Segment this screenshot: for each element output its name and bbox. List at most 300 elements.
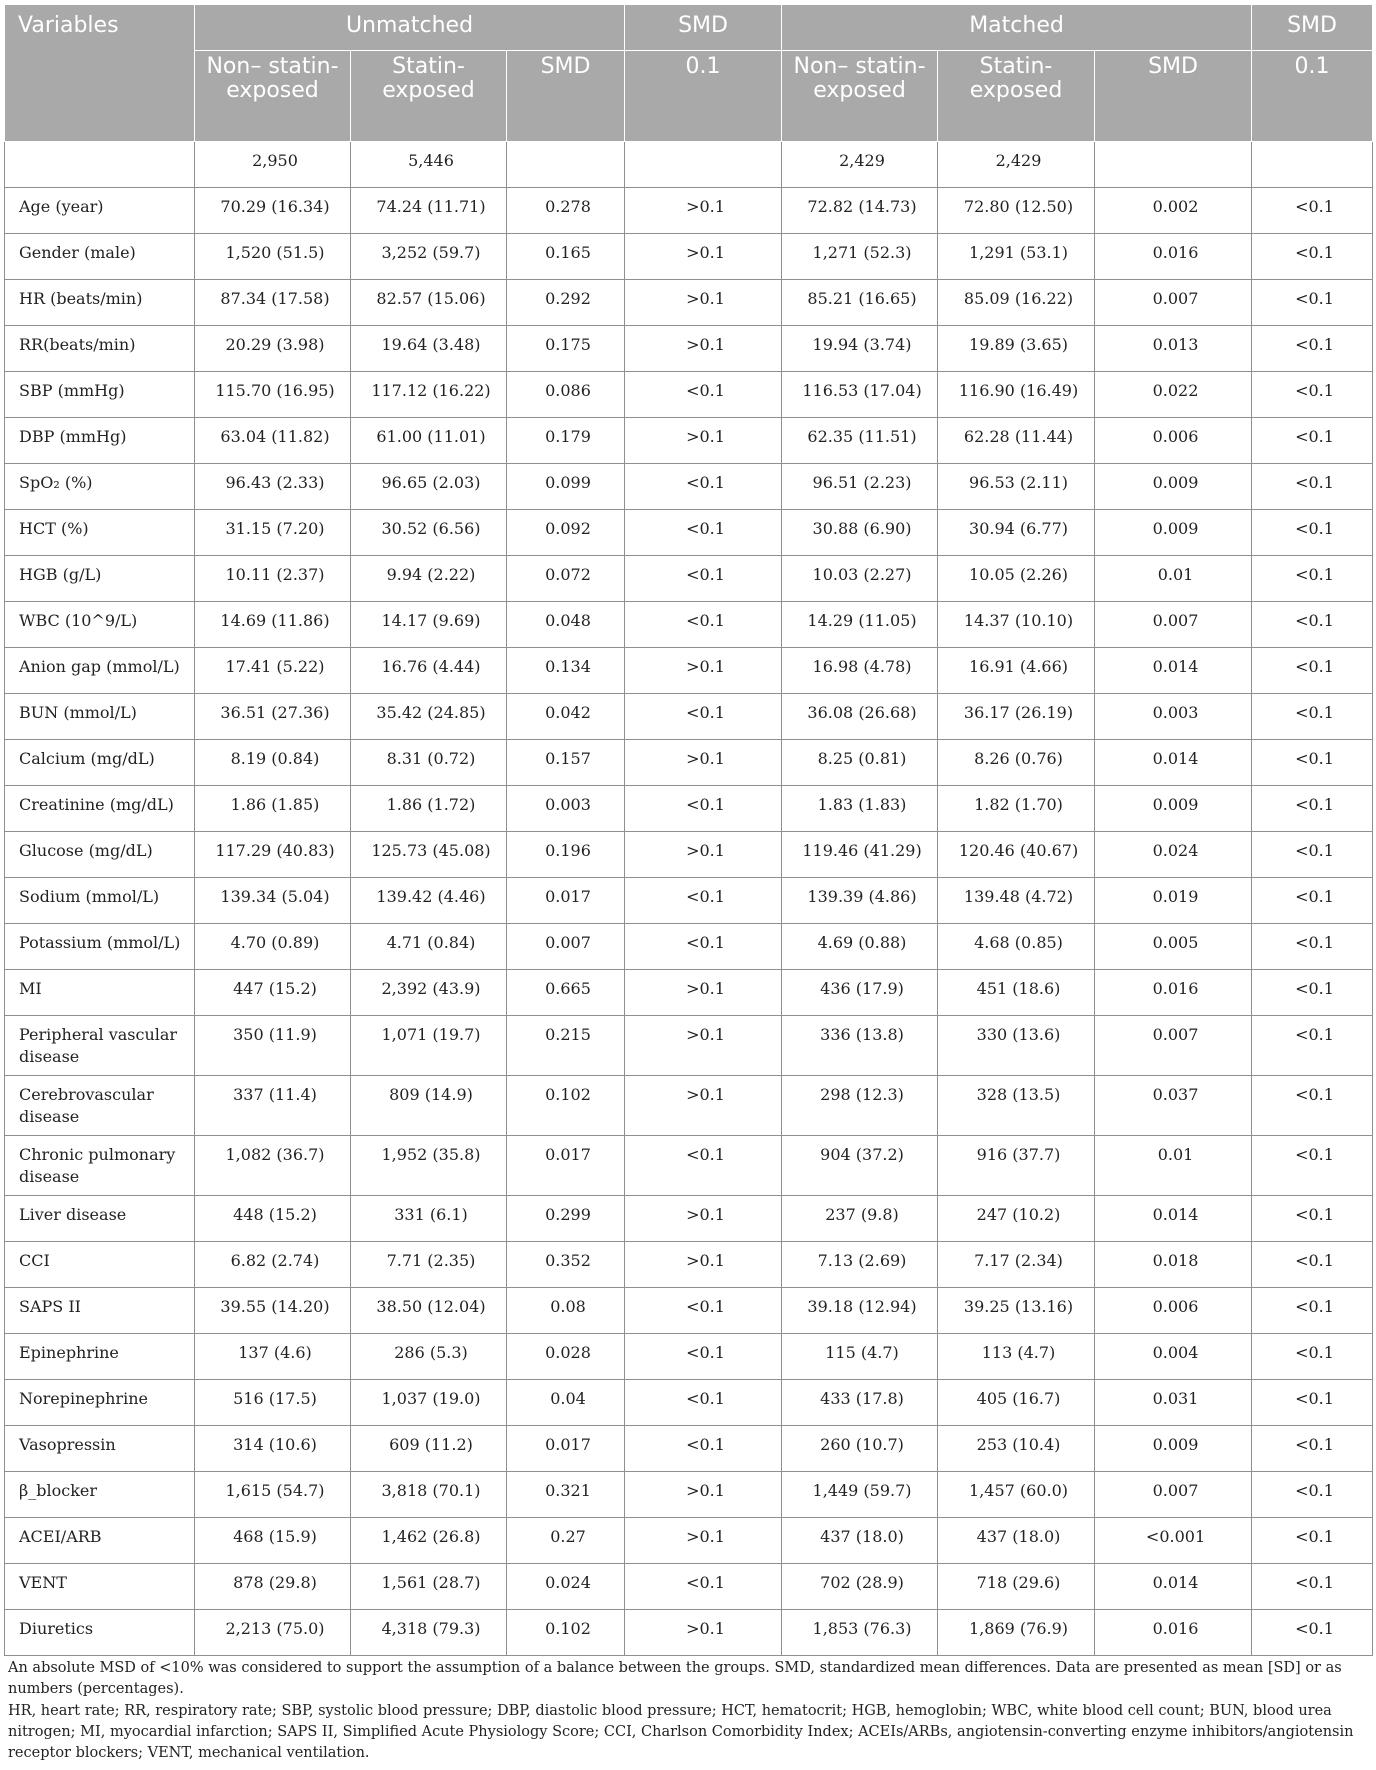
unmatched-statin-value: 139.42 (4.46)	[351, 878, 507, 924]
matched-threshold-value: <0.1	[1252, 1380, 1373, 1426]
unmatched-smd-value: 0.175	[507, 326, 625, 372]
matched-non-statin-value: 436 (17.9)	[782, 970, 938, 1016]
unmatched-statin-value: 35.42 (24.85)	[351, 694, 507, 740]
unmatched-threshold-value: <0.1	[625, 1334, 782, 1380]
matched-threshold-value: <0.1	[1252, 786, 1373, 832]
matched-smd-value: 0.016	[1095, 234, 1252, 280]
unmatched-smd-value: 0.102	[507, 1610, 625, 1656]
matched-smd-group-header: SMD	[1252, 5, 1373, 51]
unmatched-smd-value: 0.292	[507, 280, 625, 326]
matched-threshold-value: <0.1	[1252, 602, 1373, 648]
matched-non-statin-value: 85.21 (16.65)	[782, 280, 938, 326]
unmatched-threshold-value: <0.1	[625, 602, 782, 648]
matched-header: Matched	[782, 5, 1252, 51]
unmatched-statin-value: 4,318 (79.3)	[351, 1610, 507, 1656]
matched-smd-value: 0.01	[1095, 556, 1252, 602]
matched-non-statin-value: 14.29 (11.05)	[782, 602, 938, 648]
unmatched-non-statin-value: 2,213 (75.0)	[195, 1610, 351, 1656]
matched-threshold-value: <0.1	[1252, 1518, 1373, 1564]
unmatched-non-statin-value: 96.43 (2.33)	[195, 464, 351, 510]
unmatched-non-statin-value: 31.15 (7.20)	[195, 510, 351, 556]
variable-name: DBP (mmHg)	[5, 418, 195, 464]
unmatched-smd-value: 0.017	[507, 878, 625, 924]
matched-threshold-value: <0.1	[1252, 1426, 1373, 1472]
unmatched-non-statin-value: 337 (11.4)	[195, 1076, 351, 1136]
matched-smd-value: 0.007	[1095, 1472, 1252, 1518]
matched-statin-value: 1,291 (53.1)	[938, 234, 1095, 280]
unmatched-threshold-header: 0.1	[625, 51, 782, 142]
footnote-balance: An absolute MSD of <10% was considered to support the assumption of a balance between the groups. SMD, standardized mean differences. Data are presented as mean [SD] or as numbers (percentages).	[8, 1660, 1342, 1697]
unmatched-statin-value: 1.86 (1.72)	[351, 786, 507, 832]
matched-smd-value: 0.031	[1095, 1380, 1252, 1426]
matched-threshold-value: <0.1	[1252, 1288, 1373, 1334]
matched-smd-value: 0.018	[1095, 1242, 1252, 1288]
unmatched-statin-value: 82.57 (15.06)	[351, 280, 507, 326]
matched-threshold-value: <0.1	[1252, 280, 1373, 326]
unmatched-smd-value: 0.042	[507, 694, 625, 740]
matched-threshold-value: <0.1	[1252, 556, 1373, 602]
table-footnotes	[4, 1656, 1372, 1764]
count-unmatched-threshold	[625, 142, 782, 188]
unmatched-non-statin-value: 468 (15.9)	[195, 1518, 351, 1564]
unmatched-non-statin-value: 139.34 (5.04)	[195, 878, 351, 924]
matched-non-statin-value: 72.82 (14.73)	[782, 188, 938, 234]
unmatched-statin-value: 286 (5.3)	[351, 1334, 507, 1380]
matched-non-statin-value: 1.83 (1.83)	[782, 786, 938, 832]
matched-statin-value: 120.46 (40.67)	[938, 832, 1095, 878]
unmatched-threshold-value: >0.1	[625, 740, 782, 786]
unmatched-threshold-value: <0.1	[625, 1380, 782, 1426]
unmatched-statin-value: 4.71 (0.84)	[351, 924, 507, 970]
matched-statin-value: 10.05 (2.26)	[938, 556, 1095, 602]
unmatched-statin-value: 609 (11.2)	[351, 1426, 507, 1472]
unmatched-statin-value: 3,252 (59.7)	[351, 234, 507, 280]
matched-threshold-value: <0.1	[1252, 878, 1373, 924]
matched-non-statin-value: 119.46 (41.29)	[782, 832, 938, 878]
unmatched-non-statin-value: 10.11 (2.37)	[195, 556, 351, 602]
matched-statin-value: 16.91 (4.66)	[938, 648, 1095, 694]
unmatched-threshold-value: <0.1	[625, 556, 782, 602]
variable-name: WBC (10^9/L)	[5, 602, 195, 648]
count-row	[5, 142, 1373, 188]
variable-name: Glucose (mg/dL)	[5, 832, 195, 878]
table-row	[5, 1610, 1373, 1656]
matched-non-statin-value: 260 (10.7)	[782, 1426, 938, 1472]
unmatched-smd-value: 0.028	[507, 1334, 625, 1380]
matched-smd-value: 0.024	[1095, 832, 1252, 878]
variable-name: ACEI/ARB	[5, 1518, 195, 1564]
matched-threshold-value: <0.1	[1252, 1472, 1373, 1518]
unmatched-statin-value: 1,462 (26.8)	[351, 1518, 507, 1564]
matched-statin-value: 330 (13.6)	[938, 1016, 1095, 1076]
matched-non-statin-value: 36.08 (26.68)	[782, 694, 938, 740]
matched-smd-value: 0.004	[1095, 1334, 1252, 1380]
unmatched-smd-value: 0.024	[507, 1564, 625, 1610]
unmatched-threshold-value: >0.1	[625, 1610, 782, 1656]
matched-statin-value: 328 (13.5)	[938, 1076, 1095, 1136]
unmatched-statin-value: 2,392 (43.9)	[351, 970, 507, 1016]
unmatched-non-statin-header: Non– statin- exposed	[195, 51, 351, 142]
table-row	[5, 924, 1373, 970]
table-row	[5, 878, 1373, 924]
unmatched-threshold-value: >0.1	[625, 1242, 782, 1288]
matched-statin-value: 8.26 (0.76)	[938, 740, 1095, 786]
table-row	[5, 970, 1373, 1016]
matched-smd-value: 0.009	[1095, 510, 1252, 556]
matched-statin-value: 113 (4.7)	[938, 1334, 1095, 1380]
count-unmatched-statin: 5,446	[351, 142, 507, 188]
unmatched-non-statin-value: 39.55 (14.20)	[195, 1288, 351, 1334]
variable-name: Anion gap (mmol/L)	[5, 648, 195, 694]
table-row	[5, 1242, 1373, 1288]
matched-non-statin-value: 39.18 (12.94)	[782, 1288, 938, 1334]
table-row	[5, 648, 1373, 694]
matched-smd-value: 0.016	[1095, 970, 1252, 1016]
variable-name: Liver disease	[5, 1196, 195, 1242]
unmatched-threshold-value: >0.1	[625, 1472, 782, 1518]
matched-smd-value: 0.022	[1095, 372, 1252, 418]
matched-non-statin-value: 336 (13.8)	[782, 1016, 938, 1076]
unmatched-smd-value: 0.215	[507, 1016, 625, 1076]
variable-name: β_blocker	[5, 1472, 195, 1518]
unmatched-smd-value: 0.196	[507, 832, 625, 878]
table-body	[5, 142, 1373, 1656]
matched-statin-value: 1,457 (60.0)	[938, 1472, 1095, 1518]
unmatched-non-statin-value: 14.69 (11.86)	[195, 602, 351, 648]
table-row	[5, 326, 1373, 372]
unmatched-smd-value: 0.04	[507, 1380, 625, 1426]
matched-threshold-value: <0.1	[1252, 418, 1373, 464]
unmatched-threshold-value: <0.1	[625, 924, 782, 970]
matched-non-statin-value: 702 (28.9)	[782, 1564, 938, 1610]
unmatched-threshold-value: <0.1	[625, 1136, 782, 1196]
matched-threshold-value: <0.1	[1252, 1610, 1373, 1656]
table-row	[5, 1518, 1373, 1564]
variable-name: Calcium (mg/dL)	[5, 740, 195, 786]
matched-threshold-value: <0.1	[1252, 1242, 1373, 1288]
matched-non-statin-value: 10.03 (2.27)	[782, 556, 938, 602]
variable-name: SpO₂ (%)	[5, 464, 195, 510]
matched-smd-value: 0.005	[1095, 924, 1252, 970]
unmatched-non-statin-value: 63.04 (11.82)	[195, 418, 351, 464]
variable-name: Norepinephrine	[5, 1380, 195, 1426]
unmatched-threshold-value: >0.1	[625, 280, 782, 326]
matched-non-statin-value: 1,449 (59.7)	[782, 1472, 938, 1518]
matched-non-statin-value: 1,271 (52.3)	[782, 234, 938, 280]
unmatched-non-statin-value: 516 (17.5)	[195, 1380, 351, 1426]
unmatched-non-statin-value: 87.34 (17.58)	[195, 280, 351, 326]
unmatched-smd-value: 0.665	[507, 970, 625, 1016]
unmatched-threshold-value: >0.1	[625, 648, 782, 694]
variables-header: Variables	[5, 5, 195, 142]
unmatched-smd-value: 0.099	[507, 464, 625, 510]
matched-statin-value: 1,869 (76.9)	[938, 1610, 1095, 1656]
header-row-1	[5, 5, 1373, 51]
matched-non-statin-header: Non– statin- exposed	[782, 51, 938, 142]
matched-statin-value: 437 (18.0)	[938, 1518, 1095, 1564]
variable-name: HGB (g/L)	[5, 556, 195, 602]
count-matched-statin: 2,429	[938, 142, 1095, 188]
unmatched-smd-value: 0.017	[507, 1136, 625, 1196]
matched-statin-value: 4.68 (0.85)	[938, 924, 1095, 970]
unmatched-smd-value: 0.007	[507, 924, 625, 970]
matched-statin-value: 39.25 (13.16)	[938, 1288, 1095, 1334]
matched-smd-value: 0.014	[1095, 1564, 1252, 1610]
baseline-characteristics-table	[4, 4, 1373, 1656]
unmatched-statin-value: 1,561 (28.7)	[351, 1564, 507, 1610]
matched-non-statin-value: 237 (9.8)	[782, 1196, 938, 1242]
variable-name: Peripheral vascular disease	[5, 1016, 195, 1076]
unmatched-non-statin-value: 17.41 (5.22)	[195, 648, 351, 694]
matched-smd-value: 0.019	[1095, 878, 1252, 924]
unmatched-statin-value: 14.17 (9.69)	[351, 602, 507, 648]
unmatched-threshold-value: >0.1	[625, 1518, 782, 1564]
matched-non-statin-value: 1,853 (76.3)	[782, 1610, 938, 1656]
count-matched-threshold	[1252, 142, 1373, 188]
unmatched-smd-value: 0.321	[507, 1472, 625, 1518]
unmatched-statin-value: 19.64 (3.48)	[351, 326, 507, 372]
matched-statin-value: 116.90 (16.49)	[938, 372, 1095, 418]
unmatched-threshold-value: >0.1	[625, 832, 782, 878]
unmatched-threshold-value: <0.1	[625, 1426, 782, 1472]
matched-non-statin-value: 7.13 (2.69)	[782, 1242, 938, 1288]
variable-name: SAPS II	[5, 1288, 195, 1334]
matched-non-statin-value: 298 (12.3)	[782, 1076, 938, 1136]
unmatched-statin-value: 38.50 (12.04)	[351, 1288, 507, 1334]
unmatched-threshold-value: >0.1	[625, 326, 782, 372]
unmatched-threshold-value: <0.1	[625, 786, 782, 832]
matched-smd-value: 0.009	[1095, 464, 1252, 510]
variable-name: Potassium (mmol/L)	[5, 924, 195, 970]
matched-threshold-value: <0.1	[1252, 970, 1373, 1016]
matched-smd-value: 0.009	[1095, 1426, 1252, 1472]
unmatched-non-statin-value: 117.29 (40.83)	[195, 832, 351, 878]
matched-non-statin-value: 4.69 (0.88)	[782, 924, 938, 970]
matched-smd-value: 0.009	[1095, 786, 1252, 832]
matched-smd-value: 0.006	[1095, 418, 1252, 464]
unmatched-statin-value: 9.94 (2.22)	[351, 556, 507, 602]
unmatched-non-statin-value: 137 (4.6)	[195, 1334, 351, 1380]
unmatched-smd-value: 0.048	[507, 602, 625, 648]
matched-statin-value: 30.94 (6.77)	[938, 510, 1095, 556]
table-row	[5, 510, 1373, 556]
unmatched-statin-value: 3,818 (70.1)	[351, 1472, 507, 1518]
matched-threshold-value: <0.1	[1252, 234, 1373, 280]
matched-smd-value: 0.037	[1095, 1076, 1252, 1136]
unmatched-non-statin-value: 1,082 (36.7)	[195, 1136, 351, 1196]
matched-smd-value: <0.001	[1095, 1518, 1252, 1564]
matched-statin-value: 718 (29.6)	[938, 1564, 1095, 1610]
variable-name: RR(beats/min)	[5, 326, 195, 372]
matched-smd-value: 0.014	[1095, 740, 1252, 786]
matched-statin-value: 405 (16.7)	[938, 1380, 1095, 1426]
table-row	[5, 1564, 1373, 1610]
variable-name: Sodium (mmol/L)	[5, 878, 195, 924]
unmatched-threshold-value: <0.1	[625, 878, 782, 924]
unmatched-statin-value: 1,037 (19.0)	[351, 1380, 507, 1426]
matched-statin-value: 253 (10.4)	[938, 1426, 1095, 1472]
unmatched-smd-value: 0.278	[507, 188, 625, 234]
unmatched-smd-value: 0.092	[507, 510, 625, 556]
matched-statin-value: 247 (10.2)	[938, 1196, 1095, 1242]
variable-name: Vasopressin	[5, 1426, 195, 1472]
unmatched-threshold-value: >0.1	[625, 418, 782, 464]
unmatched-non-statin-value: 20.29 (3.98)	[195, 326, 351, 372]
matched-statin-value: 72.80 (12.50)	[938, 188, 1095, 234]
matched-threshold-value: <0.1	[1252, 464, 1373, 510]
table-row	[5, 1472, 1373, 1518]
matched-statin-value: 19.89 (3.65)	[938, 326, 1095, 372]
table-row	[5, 740, 1373, 786]
matched-threshold-value: <0.1	[1252, 1076, 1373, 1136]
unmatched-smd-value: 0.299	[507, 1196, 625, 1242]
unmatched-non-statin-value: 70.29 (16.34)	[195, 188, 351, 234]
table-row	[5, 556, 1373, 602]
count-matched-non-statin: 2,429	[782, 142, 938, 188]
table-row	[5, 832, 1373, 878]
variable-name: CCI	[5, 1242, 195, 1288]
table-row	[5, 1016, 1373, 1076]
matched-threshold-header: 0.1	[1252, 51, 1373, 142]
unmatched-smd-value: 0.086	[507, 372, 625, 418]
table-row	[5, 1288, 1373, 1334]
unmatched-statin-value: 331 (6.1)	[351, 1196, 507, 1242]
unmatched-header: Unmatched	[195, 5, 625, 51]
table-row	[5, 188, 1373, 234]
count-unmatched-non-statin: 2,950	[195, 142, 351, 188]
matched-threshold-value: <0.1	[1252, 740, 1373, 786]
unmatched-smd-value: 0.157	[507, 740, 625, 786]
variable-name: Diuretics	[5, 1610, 195, 1656]
matched-threshold-value: <0.1	[1252, 1564, 1373, 1610]
unmatched-smd-value: 0.179	[507, 418, 625, 464]
matched-non-statin-value: 96.51 (2.23)	[782, 464, 938, 510]
unmatched-threshold-value: <0.1	[625, 694, 782, 740]
matched-threshold-value: <0.1	[1252, 832, 1373, 878]
variable-name: HR (beats/min)	[5, 280, 195, 326]
matched-statin-value: 96.53 (2.11)	[938, 464, 1095, 510]
matched-threshold-value: <0.1	[1252, 326, 1373, 372]
matched-threshold-value: <0.1	[1252, 188, 1373, 234]
variable-name: BUN (mmol/L)	[5, 694, 195, 740]
matched-threshold-value: <0.1	[1252, 1196, 1373, 1242]
unmatched-non-statin-value: 447 (15.2)	[195, 970, 351, 1016]
matched-smd-value: 0.014	[1095, 648, 1252, 694]
matched-smd-value: 0.013	[1095, 326, 1252, 372]
matched-statin-value: 7.17 (2.34)	[938, 1242, 1095, 1288]
unmatched-statin-value: 1,952 (35.8)	[351, 1136, 507, 1196]
table-row	[5, 602, 1373, 648]
matched-statin-value: 36.17 (26.19)	[938, 694, 1095, 740]
unmatched-smd-value: 0.27	[507, 1518, 625, 1564]
matched-non-statin-value: 437 (18.0)	[782, 1518, 938, 1564]
table-row	[5, 1426, 1373, 1472]
unmatched-statin-value: 8.31 (0.72)	[351, 740, 507, 786]
unmatched-non-statin-value: 1,615 (54.7)	[195, 1472, 351, 1518]
footnote-abbreviations: HR, heart rate; RR, respiratory rate; SBP, systolic blood pressure; DBP, diastolic blood pressure; HCT, hematocrit; HGB, hemoglobin; WBC, white blood cell count; BUN, blood urea nitrogen; MI, myocardial infarction; SAPS II, Simplified Acute Physiology Score; CCI, Charlson Comorbidity Index; ACEIs/ARBs, angiotensin-converting enzyme inhibitors/angiotensin receptor blockers; VENT, mechanical ventilation.	[8, 1703, 1354, 1761]
matched-threshold-value: <0.1	[1252, 924, 1373, 970]
matched-smd-value: 0.014	[1095, 1196, 1252, 1242]
matched-smd-header: SMD	[1095, 51, 1252, 142]
matched-non-statin-value: 116.53 (17.04)	[782, 372, 938, 418]
matched-non-statin-value: 16.98 (4.78)	[782, 648, 938, 694]
unmatched-threshold-value: <0.1	[625, 1564, 782, 1610]
matched-statin-value: 14.37 (10.10)	[938, 602, 1095, 648]
matched-smd-value: 0.002	[1095, 188, 1252, 234]
matched-threshold-value: <0.1	[1252, 1016, 1373, 1076]
unmatched-smd-group-header: SMD	[625, 5, 782, 51]
count-matched-smd	[1095, 142, 1252, 188]
matched-smd-value: 0.007	[1095, 1016, 1252, 1076]
unmatched-smd-value: 0.102	[507, 1076, 625, 1136]
unmatched-smd-value: 0.072	[507, 556, 625, 602]
matched-statin-header: Statin- exposed	[938, 51, 1095, 142]
unmatched-non-statin-value: 4.70 (0.89)	[195, 924, 351, 970]
unmatched-non-statin-value: 8.19 (0.84)	[195, 740, 351, 786]
matched-statin-value: 451 (18.6)	[938, 970, 1095, 1016]
unmatched-statin-value: 74.24 (11.71)	[351, 188, 507, 234]
matched-threshold-value: <0.1	[1252, 1334, 1373, 1380]
matched-statin-value: 916 (37.7)	[938, 1136, 1095, 1196]
variable-name: VENT	[5, 1564, 195, 1610]
unmatched-threshold-value: <0.1	[625, 1288, 782, 1334]
matched-smd-value: 0.006	[1095, 1288, 1252, 1334]
table-row	[5, 694, 1373, 740]
table-row	[5, 418, 1373, 464]
unmatched-statin-header: Statin- exposed	[351, 51, 507, 142]
matched-threshold-value: <0.1	[1252, 694, 1373, 740]
variable-name: Gender (male)	[5, 234, 195, 280]
matched-non-statin-value: 62.35 (11.51)	[782, 418, 938, 464]
unmatched-smd-value: 0.165	[507, 234, 625, 280]
table-row	[5, 786, 1373, 832]
matched-smd-value: 0.01	[1095, 1136, 1252, 1196]
matched-statin-value: 85.09 (16.22)	[938, 280, 1095, 326]
table-row	[5, 1334, 1373, 1380]
unmatched-threshold-value: <0.1	[625, 372, 782, 418]
unmatched-non-statin-value: 115.70 (16.95)	[195, 372, 351, 418]
matched-non-statin-value: 19.94 (3.74)	[782, 326, 938, 372]
variable-name: Age (year)	[5, 188, 195, 234]
variable-name: HCT (%)	[5, 510, 195, 556]
unmatched-threshold-value: >0.1	[625, 1196, 782, 1242]
matched-threshold-value: <0.1	[1252, 372, 1373, 418]
matched-smd-value: 0.016	[1095, 1610, 1252, 1656]
unmatched-non-statin-value: 1.86 (1.85)	[195, 786, 351, 832]
unmatched-statin-value: 16.76 (4.44)	[351, 648, 507, 694]
table-container	[4, 4, 1372, 1765]
unmatched-threshold-value: >0.1	[625, 970, 782, 1016]
table-row	[5, 1196, 1373, 1242]
unmatched-threshold-value: >0.1	[625, 234, 782, 280]
matched-statin-value: 139.48 (4.72)	[938, 878, 1095, 924]
unmatched-threshold-value: >0.1	[625, 1016, 782, 1076]
unmatched-statin-value: 125.73 (45.08)	[351, 832, 507, 878]
matched-threshold-value: <0.1	[1252, 648, 1373, 694]
unmatched-threshold-value: >0.1	[625, 1076, 782, 1136]
unmatched-statin-value: 809 (14.9)	[351, 1076, 507, 1136]
variable-name: MI	[5, 970, 195, 1016]
table-header	[5, 5, 1373, 142]
unmatched-non-statin-value: 1,520 (51.5)	[195, 234, 351, 280]
unmatched-smd-value: 0.08	[507, 1288, 625, 1334]
matched-smd-value: 0.007	[1095, 602, 1252, 648]
table-row	[5, 234, 1373, 280]
unmatched-statin-value: 61.00 (11.01)	[351, 418, 507, 464]
table-row	[5, 1380, 1373, 1426]
unmatched-non-statin-value: 314 (10.6)	[195, 1426, 351, 1472]
unmatched-threshold-value: <0.1	[625, 464, 782, 510]
